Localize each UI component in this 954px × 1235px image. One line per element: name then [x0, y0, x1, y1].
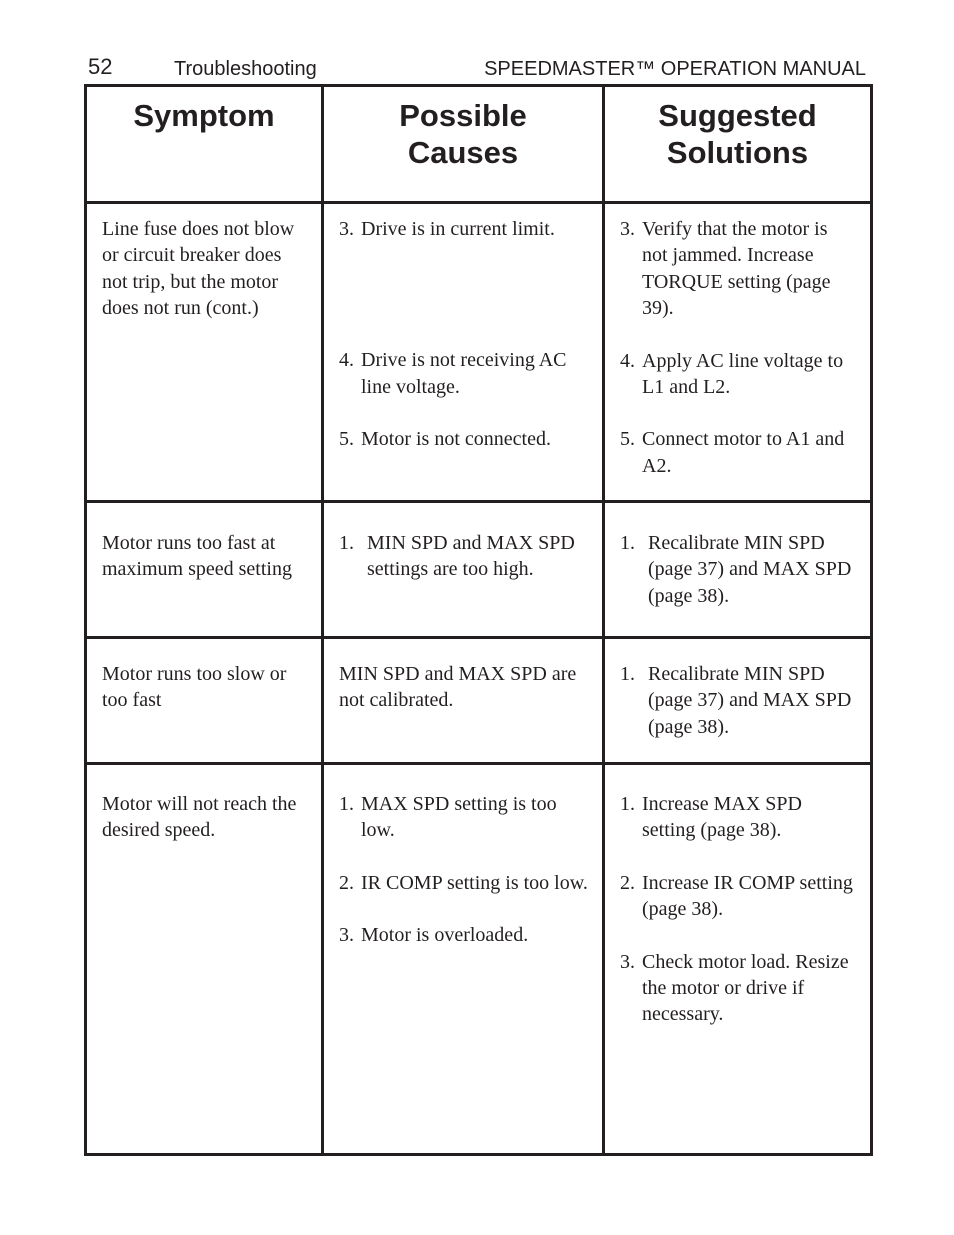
causes-cell: MIN SPD and MAX SPD are not calibrated. [323, 638, 604, 764]
symptom-cell: Motor will not reach the desired speed. [86, 764, 323, 1155]
table-row [86, 502, 872, 638]
cause-item: 1. MAX SPD setting is too low. [339, 793, 557, 842]
cause-item: 4. Drive is not receiving AC line voltage. [339, 349, 567, 398]
causes-cell [323, 203, 604, 502]
solutions-cell [604, 638, 872, 764]
solution-item: 1. Increase MAX SPD setting (page 38). [620, 793, 802, 842]
troubleshooting-table [84, 84, 873, 1156]
cause-item: 3. Drive is in current limit. [339, 218, 555, 240]
solution-item: 1. Recalibrate MIN SPD (page 37) and MAX SPD (page 38). [620, 663, 852, 738]
solutions-cell [604, 764, 872, 1155]
solution-item: 4. Apply AC line voltage to L1 and L2. [620, 349, 844, 399]
header-possible-causes: Possible Causes [323, 86, 604, 203]
header-symptom: Symptom [86, 86, 323, 203]
solution-item: 3. Verify that the motor is not jammed. Increase TORQUE setting (page 39). [620, 218, 831, 320]
table-header-row [86, 86, 872, 203]
symptom-cell: Line fuse does not blow or circuit breaker does not trip, but the motor does not run (cont.) [86, 203, 323, 502]
symptom-cell: Motor runs too fast at maximum speed setting [86, 502, 323, 638]
cause-item: 3. Motor is overloaded. [339, 924, 529, 947]
header-suggested-solutions: Suggested Solutions [604, 86, 872, 203]
cause-item: 5. Motor is not connected. [339, 428, 551, 451]
solution-item: 1. Recalibrate MIN SPD (page 37) and MAX SPD (page 38). [620, 532, 852, 607]
table-row [86, 203, 872, 502]
solution-item: 2. Increase IR COMP setting (page 38). [620, 871, 853, 921]
solutions-cell [604, 203, 872, 502]
page-number: 52 [88, 54, 113, 79]
causes-cell [323, 764, 604, 1155]
manual-title: SPEEDMASTER™ OPERATION MANUAL [484, 58, 866, 80]
solution-item: 3. Check motor load. Resize the motor or drive if necessary. [620, 950, 849, 1026]
solutions-cell [604, 502, 872, 638]
symptom-cell: Motor runs too slow or too fast [86, 638, 323, 764]
table-row [86, 764, 872, 1155]
causes-cell [323, 502, 604, 638]
table-row [86, 638, 872, 764]
section-title: Troubleshooting [174, 58, 317, 80]
cause-item: 1. MIN SPD and MAX SPD settings are too high. [339, 532, 575, 581]
cause-item: 2. IR COMP setting is too low. [339, 871, 588, 894]
solution-item: 5. Connect motor to A1 and A2. [620, 428, 845, 477]
